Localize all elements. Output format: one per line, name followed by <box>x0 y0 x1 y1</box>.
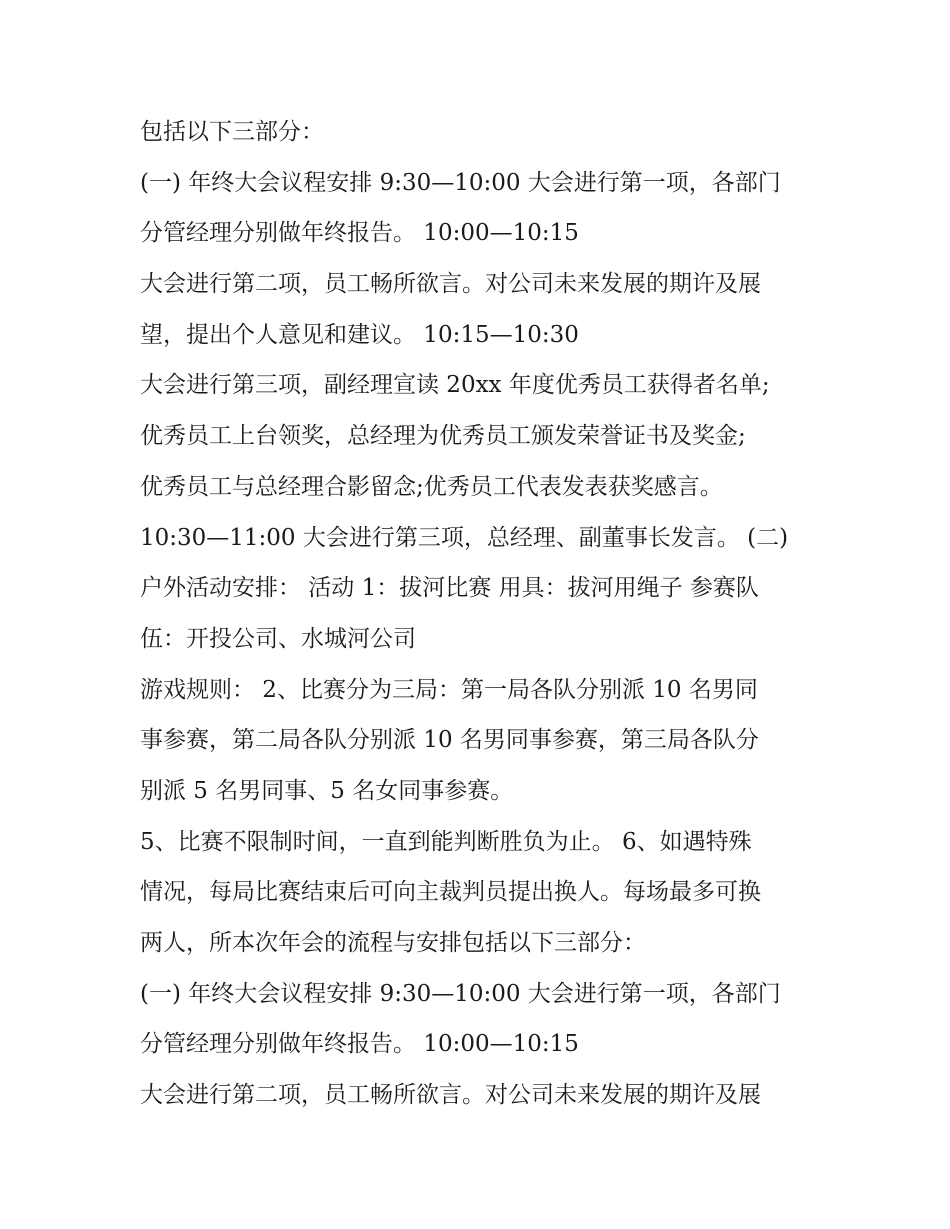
text-line: 两人，所本次年会的流程与安排包括以下三部分： <box>140 930 646 956</box>
text-line: 大会进行第二项，员工畅所欲言。对公司未来发展的期许及展 <box>140 271 761 298</box>
text-line: 大会进行第二项，员工畅所欲言。对公司未来发展的期许及展 <box>140 1082 761 1109</box>
text-line: 游戏规则： 2、比赛分为三局：第一局各队分别派 10 名男同 <box>140 676 758 703</box>
text-line: 望，提出个人意见和建议。 10:15—10:30 <box>140 321 579 348</box>
text-line: 5、比赛不限制时间，一直到能判断胜负为止。 6、如遇特殊 <box>140 828 752 855</box>
text-line: 分管经理分别做年终报告。 10:00—10:15 <box>140 220 579 247</box>
text-line: (一) 年终大会议程安排 9:30—10:00 大会进行第一项，各部门 <box>140 169 781 196</box>
text-line: 户外活动安排： 活动 1：拔河比赛 用具：拔河用绳子 参赛队 <box>140 575 759 602</box>
text-line: 优秀员工与总经理合影留念;优秀员工代表发表获奖感言。 <box>140 473 723 500</box>
text-line: 分管经理分别做年终报告。 10:00—10:15 <box>140 1031 579 1058</box>
text-line: 事参赛，第二局各队分别派 10 名男同事参赛，第三局各队分 <box>140 727 759 754</box>
text-line: 伍：开投公司、水城河公司 <box>140 625 416 652</box>
text-line: 10:30—11:00 大会进行第三项，总经理、副董事长发言。 (二) <box>140 524 789 551</box>
text-line: 优秀员工上台领奖，总经理为优秀员工颁发荣誉证书及奖金; <box>140 423 746 450</box>
text-line: 大会进行第三项，副经理宣读 20xx 年度优秀员工获得者名单; <box>140 372 770 399</box>
text-line: 别派 5 名男同事、5 名女同事参赛。 <box>140 777 514 804</box>
text-line: (一) 年终大会议程安排 9:30—10:00 大会进行第一项，各部门 <box>140 980 781 1007</box>
text-line: 情况，每局比赛结束后可向主裁判员提出换人。每场最多可换 <box>140 879 761 906</box>
text-line: 包括以下三部分： <box>140 119 324 145</box>
document-body <box>140 107 840 1121</box>
